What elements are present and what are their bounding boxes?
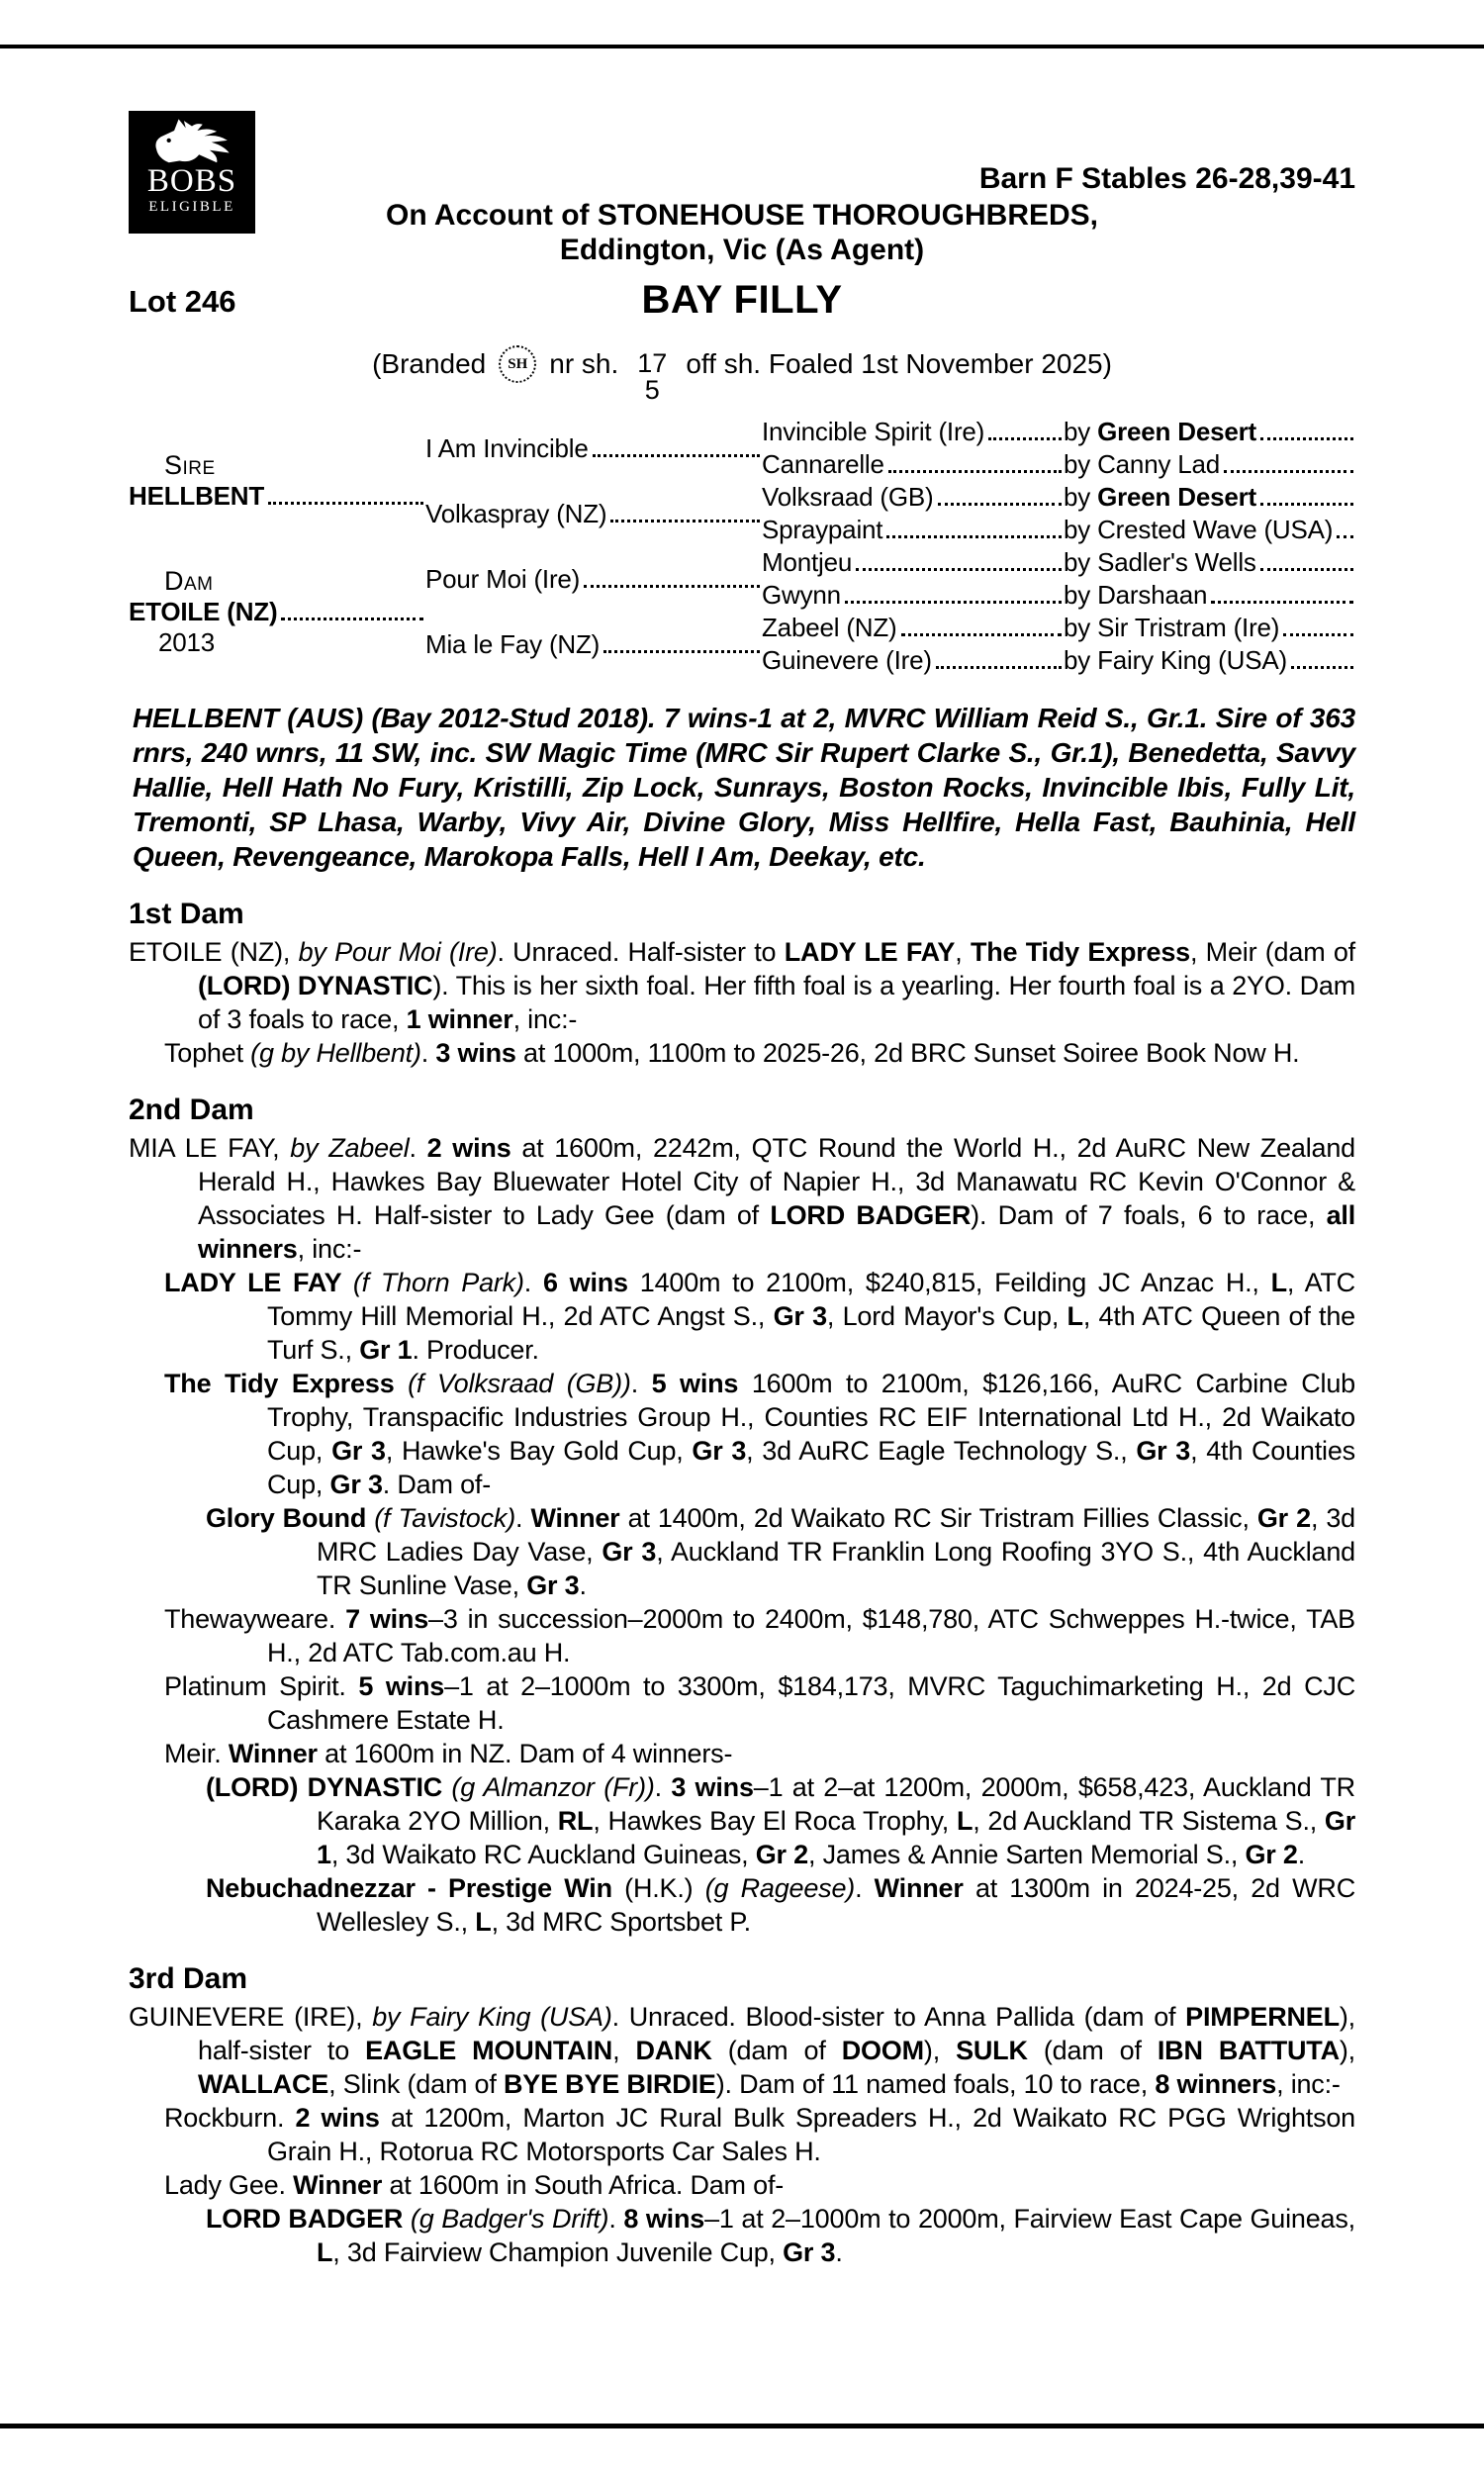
dot-leader (901, 633, 1063, 636)
dot-leader (1283, 633, 1353, 636)
branded-prefix: (Branded (372, 348, 487, 379)
pedigree-table (129, 416, 1355, 677)
dot-leader (936, 666, 1062, 669)
pedigree-gen3-sire: by Green Desert (1064, 481, 1355, 514)
dam-heading: 2nd Dam (129, 1094, 254, 1126)
branded-nearside: nr sh. (549, 348, 619, 379)
dot-leader (593, 454, 760, 457)
bottom-rule (0, 2424, 1484, 2428)
pedigree-gen3-name: Montjeu (762, 546, 1064, 579)
pedigree-gen3-sire: by Fairy King (USA) (1064, 644, 1355, 677)
dot-leader (1260, 503, 1353, 506)
pedigree-paragraph: Tophet (g by Hellbent). 3 wins at 1000m, 1100m to 2025-26, 2d BRC Sunset Soiree Book Now H. (164, 1038, 1300, 1068)
pedigree-paragraph: ETOILE (NZ), by Pour Moi (Ire). Unraced. Half-sister to LADY LE FAY, The Tidy Express, Meir (dam of (LORD) DYNASTIC). This is her sixth foal. Her fifth foal is a yearling. Her fourth foal is a 2YO. Dam of 3 foals to race, 1 winner, inc:- (129, 937, 1355, 1034)
pedigree-gen2-cell: Pour Moi (Ire) (425, 546, 762, 612)
dot-leader (1260, 437, 1353, 440)
horse-title: BAY FILLY (641, 278, 843, 322)
dot-leader (938, 503, 1063, 506)
sire-label: Sire (164, 450, 216, 480)
bobs-logo (129, 111, 255, 234)
brand-number (637, 350, 667, 404)
pedigree-gen3-sire: by Crested Wave (USA) (1064, 514, 1355, 546)
brand-number-top: 17 (637, 348, 668, 378)
dot-leader (1224, 470, 1353, 473)
pedigree-dam-cell: Dam ETOILE (NZ) 2013 (129, 546, 425, 677)
lot-page (129, 109, 1355, 2269)
dot-leader (845, 601, 1062, 604)
dot-leader (281, 618, 423, 620)
pedigree-gen2-cell: Mia le Fay (NZ) (425, 612, 762, 677)
bobs-logo-subtext: ELIGIBLE (148, 199, 235, 215)
branded-suffix: off sh. Foaled 1st November 2025) (686, 348, 1112, 379)
pedigree-gen3-sire: by Sadler's Wells (1064, 546, 1355, 579)
vendor-location: Eddington, Vic (As Agent) (559, 234, 925, 266)
dot-leader (988, 437, 1062, 440)
top-rule (0, 45, 1484, 48)
pedigree-gen2-cell: I Am Invincible (425, 416, 762, 481)
dam-heading: 1st Dam (129, 898, 244, 930)
pedigree-paragraph: Glory Bound (f Tavistock). Winner at 1400m, 2d Waikato RC Sir Tristram Fillies Classic, Gr 2, 3d MRC Ladies Day Vase, Gr 3, Auckland TR Franklin Long Roofing 3YO S., 4th Auckland TR Sunline Vase, Gr 3. (206, 1503, 1355, 1600)
pedigree-gen3-name: Cannarelle (762, 448, 1064, 481)
brand-mark-icon: SH (499, 345, 536, 383)
pedigree-paragraph: Meir. Winner at 1600m in NZ. Dam of 4 winners- (164, 1739, 733, 1768)
bobs-logo-text: BOBS (146, 163, 237, 199)
pedigree-gen3-sire: by Green Desert (1064, 416, 1355, 448)
pedigree-sire-cell: Sire HELLBENT (129, 416, 425, 546)
pedigree-gen3-sire: by Darshaan (1064, 579, 1355, 612)
dot-leader (1260, 568, 1353, 571)
dam-label: Dam (164, 565, 214, 596)
pedigree-paragraph: Thewayweare. 7 wins–3 in succession–2000m to 2400m, $148,780, ATC Schweppes H.-twice, TAB H., 2d ATC Tab.com.au H. (164, 1604, 1355, 1667)
horse-head-icon (147, 114, 236, 165)
dot-leader (268, 502, 423, 505)
pedigree-paragraph: (LORD) DYNASTIC (g Almanzor (Fr)). 3 wins–1 at 2–at 1200m, 2000m, $658,423, Auckland TR Karaka 2YO Million, RL, Hawkes Bay El Roca Trophy, L, 2d Auckland TR Sistema S., Gr 1, 3d Waikato RC Auckland Guineas, Gr 2, James & Annie Sarten Memorial S., Gr 2. (206, 1772, 1356, 1869)
pedigree-gen2-cell: Volkaspray (NZ) (425, 481, 762, 546)
pedigree-paragraph: Platinum Spirit. 5 wins–1 at 2–1000m to 3300m, $184,173, MVRC Taguchimarketing H., 2d CJC Cashmere Estate H. (164, 1671, 1355, 1735)
pedigree-paragraph: Rockburn. 2 wins at 1200m, Marton JC Rural Bulk Spreaders H., 2d Waikato RC PGG Wrightson Grain H., Rotorua RC Motorsports Car Sales H. (164, 2103, 1355, 2166)
pedigree-gen3-name: Invincible Spirit (Ire) (762, 416, 1064, 448)
branding-line (129, 327, 1355, 405)
dam-heading: 3rd Dam (129, 1962, 248, 1995)
dot-leader (888, 470, 1062, 473)
pedigree-paragraph: MIA LE FAY, by Zabeel. 2 wins at 1600m, 2242m, QTC Round the World H., 2d AuRC New Zealand Herald H., Hawkes Bay Bluewater Hotel City of Napier H., 3d Manawatu RC Kevin O'Connor & Associates H. Half-sister to Lady Gee (dam of LORD BADGER). Dam of 7 foals, 6 to race, all winners, inc:- (129, 1133, 1356, 1264)
dam-year: 2013 (158, 626, 216, 657)
brand-number-bottom: 5 (644, 375, 660, 405)
pedigree-paragraph: LORD BADGER (g Badger's Drift). 8 wins–1 at 2–1000m to 2000m, Fairview East Cape Guineas, L, 3d Fairview Champion Juvenile Cup, Gr 3. (206, 2204, 1355, 2267)
dot-leader (1291, 666, 1353, 669)
pedigree-paragraph: The Tidy Express (f Volksraad (GB)). 5 wins 1600m to 2100m, $126,166, AuRC Carbine Club Trophy, Transpacific Industries Group H., Counties RC EIF International Ltd H., 2d Waikato Cup, Gr 3, Hawke's Bay Gold Cup, Gr 3, 3d AuRC Eagle Technology S., Gr 3, 4th Counties Cup, Gr 3. Dam of- (164, 1369, 1355, 1499)
dot-leader (886, 535, 1062, 538)
vendor-line: On Account of STONEHOUSE THOROUGHBREDS, (385, 199, 1099, 232)
dot-leader (603, 650, 760, 653)
pedigree-gen3-sire: by Sir Tristram (Ire) (1064, 612, 1355, 644)
dot-leader (1211, 601, 1353, 604)
pedigree-gen3-name: Volksraad (GB) (762, 481, 1064, 514)
lot-row (129, 277, 1355, 325)
dot-leader (1337, 535, 1353, 538)
dot-leader (610, 520, 760, 523)
dot-leader (584, 585, 760, 588)
pedigree-paragraph: GUINEVERE (IRE), by Fairy King (USA). Unraced. Blood-sister to Anna Pallida (dam of PIMPERNEL), half-sister to EAGLE MOUNTAIN, DANK (dam of DOOM), SULK (dam of IBN BATTUTA), WALLACE, Slink (dam of BYE BYE BIRDIE). Dam of 11 named foals, 10 to race, 8 winners, inc:- (129, 2002, 1355, 2099)
pedigree-gen3-name: Guinevere (Ire) (762, 644, 1064, 677)
dam-sections (129, 896, 1355, 2269)
dot-leader (856, 568, 1062, 571)
sire-summary: HELLBENT (AUS) (Bay 2012-Stud 2018). 7 wins-1 at 2, MVRC William Reid S., Gr.1. Sire of 363 rnrs, 240 wnrs, 11 SW, inc. SW Magic Time (MRC Sir Rupert Clarke S., Gr.1), Benedetta, Savvy Hallie, Hell Hath No Fury, Kristilli, Zip Lock, Sunrays, Boston Rocks, Invincible Ibis, Fully Lit, Tremonti, SP Lhasa, Warby, Vivy Air, Divine Glory, Miss Hellfire, Hella Fast, Bauhinia, Hell Queen, Revengeance, Marokopa Falls, Hell I Am, Deekay, etc. (133, 703, 1355, 872)
pedigree-paragraph: Nebuchadnezzar - Prestige Win (H.K.) (g Rageese). Winner at 1300m in 2024-25, 2d WRC Wellesley S., L, 3d MRC Sportsbet P. (206, 1873, 1355, 1937)
barn-info: Barn F Stables 26-28,39-41 (978, 162, 1355, 195)
pedigree-gen3-name: Gwynn (762, 579, 1064, 612)
pedigree-gen3-sire: by Canny Lad (1064, 448, 1355, 481)
pedigree-gen3-name: Spraypaint (762, 514, 1064, 546)
pedigree-paragraph: Lady Gee. Winner at 1600m in South Africa. Dam of- (164, 2170, 785, 2200)
lot-number: Lot 246 (129, 284, 236, 319)
pedigree-gen3-name: Zabeel (NZ) (762, 612, 1064, 644)
pedigree-paragraph: LADY LE FAY (f Thorn Park). 6 wins 1400m to 2100m, $240,815, Feilding JC Anzac H., L, ATC Tommy Hill Memorial H., 2d ATC Angst S., Gr 3, Lord Mayor's Cup, L, 4th ATC Queen of the Turf S., Gr 1. Producer. (164, 1268, 1355, 1365)
